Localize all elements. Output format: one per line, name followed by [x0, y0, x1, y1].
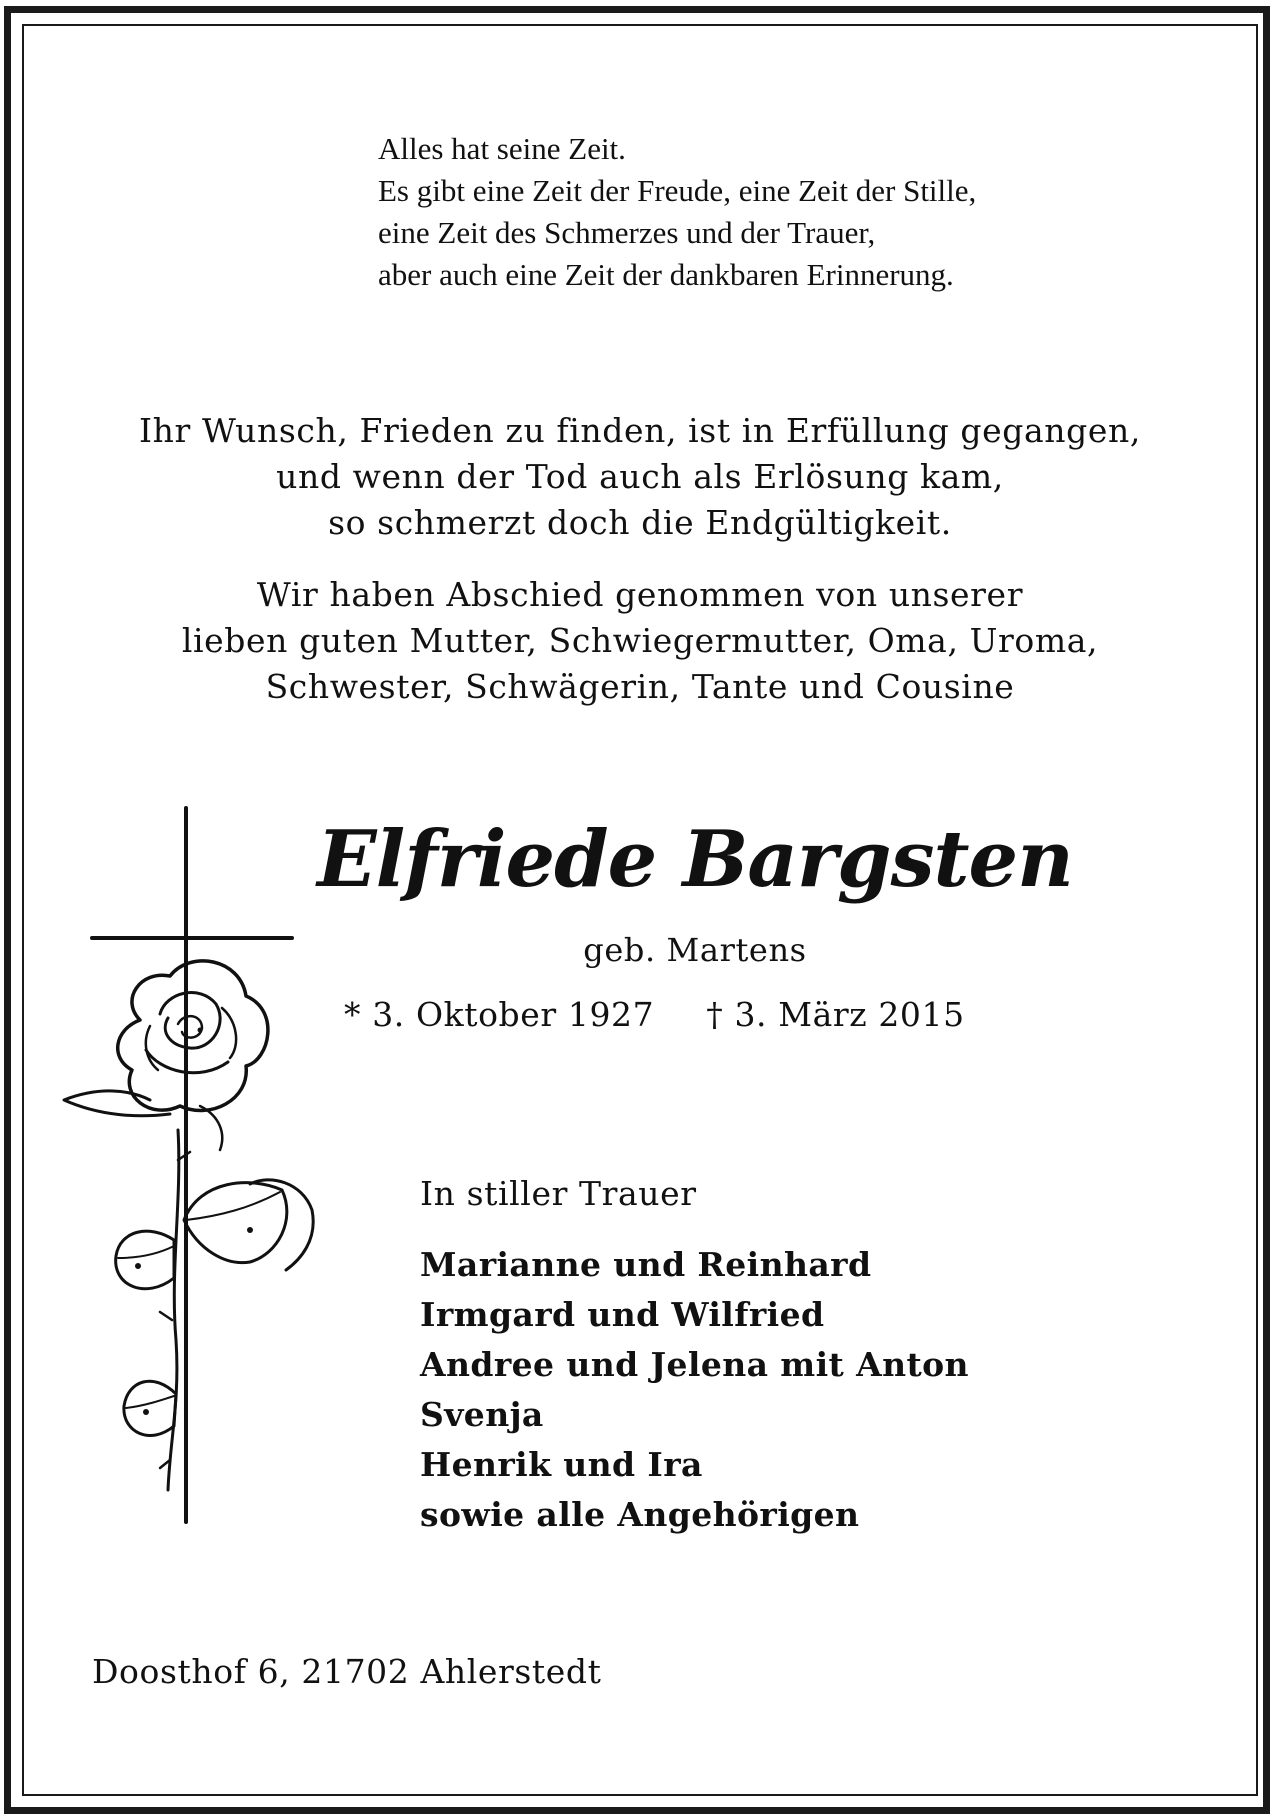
- death-date: † 3. März 2015: [706, 995, 965, 1034]
- farewell-line: Wir haben Abschied genommen von unserer: [256, 575, 1024, 614]
- cross-with-rose-icon: [50, 800, 320, 1530]
- mourner-item: Henrik und Ira: [420, 1445, 703, 1484]
- wish-line: Ihr Wunsch, Frieden zu finden, ist in Erfüllung gegangen,: [139, 411, 1141, 450]
- wish-line: so schmerzt doch die Endgültigkeit.: [328, 503, 952, 542]
- mourner-item: sowie alle Angehörigen: [420, 1495, 860, 1534]
- maiden-name: geb. Martens: [583, 931, 807, 969]
- mourning-intro: In stiller Trauer: [420, 1174, 697, 1213]
- quote-line: aber auch eine Zeit der dankbaren Erinnerung.: [378, 257, 954, 292]
- farewell-line: lieben guten Mutter, Schwiegermutter, Oma, Uroma,: [181, 621, 1099, 660]
- deceased-name: Elfriede Bargsten: [317, 814, 1073, 905]
- opening-quote: [378, 128, 976, 296]
- mourners-list: [420, 1240, 969, 1540]
- mourner-item: Andree und Jelena mit Anton: [420, 1345, 969, 1384]
- wish-line: und wenn der Tod auch als Erlösung kam,: [276, 457, 1004, 496]
- life-dates: [344, 993, 965, 1037]
- quote-line: Es gibt eine Zeit der Freude, eine Zeit der Stille,: [378, 173, 977, 208]
- mourner-item: Irmgard und Wilfried: [420, 1295, 825, 1334]
- farewell-paragraph: [40, 572, 1240, 710]
- address: Doosthof 6, 21702 Ahlerstedt: [92, 1652, 602, 1691]
- quote-line: eine Zeit des Schmerzes und der Trauer,: [378, 215, 876, 250]
- wish-paragraph: [40, 408, 1240, 546]
- birth-date: * 3. Oktober 1927: [344, 995, 655, 1034]
- mourner-item: Marianne und Reinhard: [420, 1245, 872, 1284]
- mourner-item: Svenja: [420, 1395, 544, 1434]
- quote-line: Alles hat seine Zeit.: [378, 131, 626, 166]
- farewell-line: Schwester, Schwägerin, Tante und Cousine: [265, 667, 1015, 706]
